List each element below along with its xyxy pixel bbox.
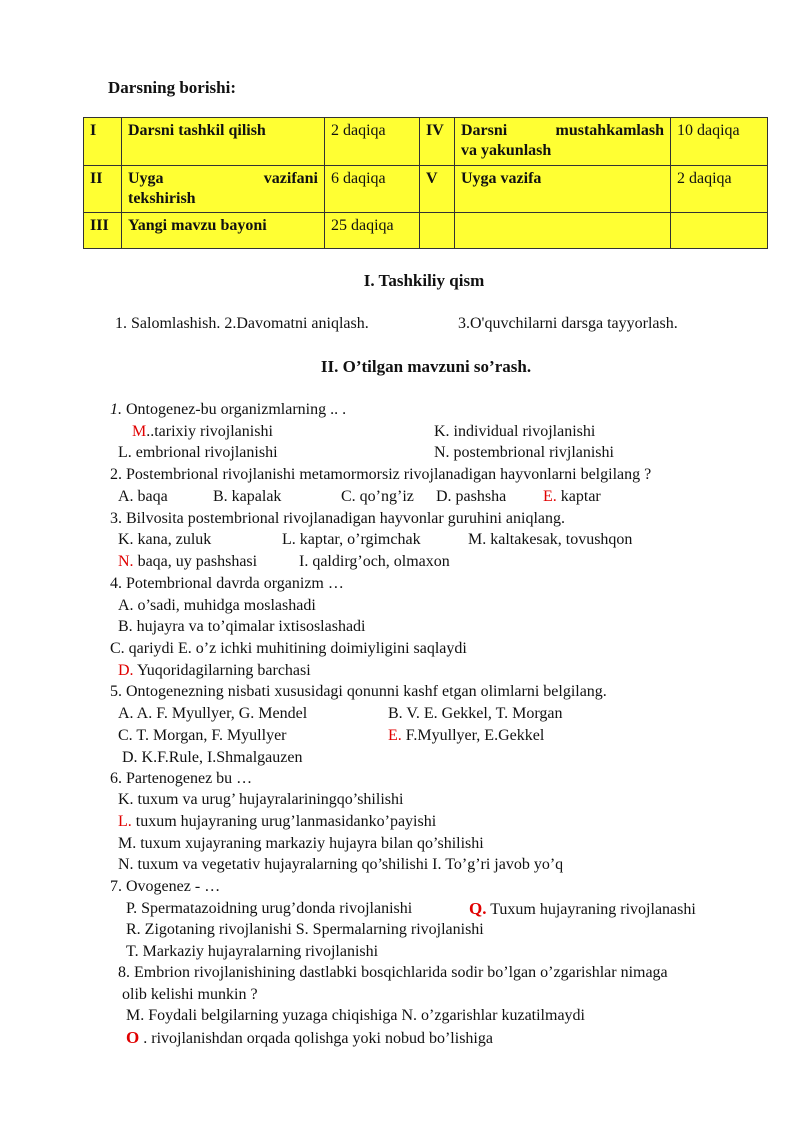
answer-option: E. kaptar — [543, 488, 601, 505]
empty-cell — [455, 213, 671, 249]
stage-name: Uyga vazifa — [455, 166, 671, 213]
stage-number: V — [420, 166, 455, 213]
empty-cell — [671, 213, 768, 249]
answer-option: B. hujayra va to’qimalar ixtisoslashadi — [118, 618, 366, 635]
answer-option: C. T. Morgan, F. Myullyer — [118, 727, 287, 744]
stage-number: III — [84, 213, 122, 249]
answer-option: A. o’sadi, muhidga moslashadi — [118, 597, 316, 614]
answer-option: D. Yuqoridagilarning barchasi — [118, 662, 311, 679]
answer-option: N. tuxum va vegetativ hujayralarning qo’shilishi I. To’g’ri javob yo’q — [118, 856, 564, 873]
stage-name: Yangi mavzu bayoni — [122, 213, 325, 249]
answer-option: M. tuxum xujayraning markaziy hujayra bilan qo’shilishi — [118, 835, 484, 852]
answer-option: R. Zigotaning rivojlanishi S. Spermalarning rivojlanishi — [126, 921, 484, 938]
question-2: 2. Postembrional rivojlanishi metamormorsiz rivojlanadigan hayvonlarni belgilang ? — [110, 466, 652, 483]
stage-name: Darsni tashkil qilish — [122, 118, 325, 166]
stage-duration: 6 daqiqa — [325, 166, 420, 213]
answer-option: N. baqa, uy pashshasi — [118, 553, 258, 570]
answer-option: T. Markaziy hujayralarning rivojlanishi — [126, 943, 379, 960]
answer-option: K. individual rivojlanishi — [434, 423, 596, 440]
question-3: 3. Bilvosita postembrional rivojlanadigan hayvonlar guruhini aniqlang. — [110, 510, 566, 527]
lesson-schedule-table — [83, 117, 768, 249]
answer-option: E. F.Myullyer, E.Gekkel — [388, 727, 545, 744]
answer-option: Q. Tuxum hujayraning rivojlanashi — [469, 899, 696, 918]
table-row — [84, 118, 768, 166]
stage-duration: 2 daqiqa — [671, 166, 768, 213]
answer-option: C. qo’ng’iz — [341, 488, 414, 505]
question-8-continuation: olib kelishi munkin ? — [122, 986, 258, 1003]
stage-name: Darsni mustahkamlash va yakunlash — [455, 118, 671, 166]
organizational-steps: 3.O'quvchilarni darsga tayyorlash. — [458, 315, 678, 332]
table-row — [84, 166, 768, 213]
answer-option: L. embrional rivojlanishi — [118, 444, 278, 461]
question-7: 7. Ovogenez - … — [110, 878, 221, 895]
answer-option: M. Foydali belgilarning yuzaga chiqishiga N. o’zgarishlar kuzatilmaydi — [126, 1007, 585, 1024]
stage-name: Uyga vazifani tekshirish — [122, 166, 325, 213]
answer-option: M. kaltakesak, tovushqon — [468, 531, 633, 548]
stage-number: II — [84, 166, 122, 213]
organizational-steps: 1. Salomlashish. 2.Davomatni aniqlash. — [115, 315, 369, 332]
stage-duration: 25 daqiqa — [325, 213, 420, 249]
stage-number: IV — [420, 118, 455, 166]
answer-option: B. kapalak — [213, 488, 282, 505]
question-1: 1. Ontogenez-bu organizmlarning .. . — [110, 401, 347, 418]
question-6: 6. Partenogenez bu … — [110, 770, 253, 787]
stage-number: I — [84, 118, 122, 166]
section-heading-1: I. Tashkiliy qism — [363, 271, 485, 290]
answer-option: L. tuxum hujayraning urug’lanmasidanko’payishi — [118, 813, 437, 830]
table-row — [84, 213, 768, 249]
answer-option: B. V. E. Gekkel, T. Morgan — [388, 705, 563, 722]
question-4: 4. Potembrional davrda organizm … — [110, 575, 344, 592]
stage-duration: 10 daqiqa — [671, 118, 768, 166]
question-5: 5. Ontogenezning nisbati xususidagi qonunni kashf etgan olimlarni belgilang. — [110, 683, 607, 700]
answer-option: C. qariydi E. o’z ichki muhitining doimiyligini saqlaydi — [110, 640, 467, 657]
answer-option: A. baqa — [118, 488, 168, 505]
answer-option: N. postembrional rivjlanishi — [434, 444, 614, 461]
stage-duration: 2 daqiqa — [325, 118, 420, 166]
answer-option: L. kaptar, o’rgimchak — [282, 531, 421, 548]
answer-option: K. kana, zuluk — [118, 531, 212, 548]
answer-option: M..tarixiy rivojlanishi — [132, 423, 273, 440]
answer-option: D. K.F.Rule, I.Shmalgauzen — [122, 749, 303, 766]
answer-option: A. A. F. Myullyer, G. Mendel — [118, 705, 308, 722]
answer-option: O . rivojlanishdan orqada qolishga yoki nobud bo’lishiga — [126, 1028, 493, 1047]
page-title: Darsning borishi: — [108, 78, 236, 97]
section-heading-2: II. O’tilgan mavzuni so’rash. — [320, 357, 532, 376]
empty-cell — [420, 213, 455, 249]
question-8: 8. Embrion rivojlanishining dastlabki bosqichlarida sodir bo’lgan o’zgarishlar nimaga — [118, 964, 668, 981]
answer-option: D. pashsha — [436, 488, 507, 505]
answer-option: I. qaldirg’och, olmaxon — [299, 553, 450, 570]
answer-option: K. tuxum va urug’ hujayralariningqo’shilishi — [118, 791, 404, 808]
answer-option: P. Spermatazoidning urug’donda rivojlanishi — [126, 900, 413, 917]
